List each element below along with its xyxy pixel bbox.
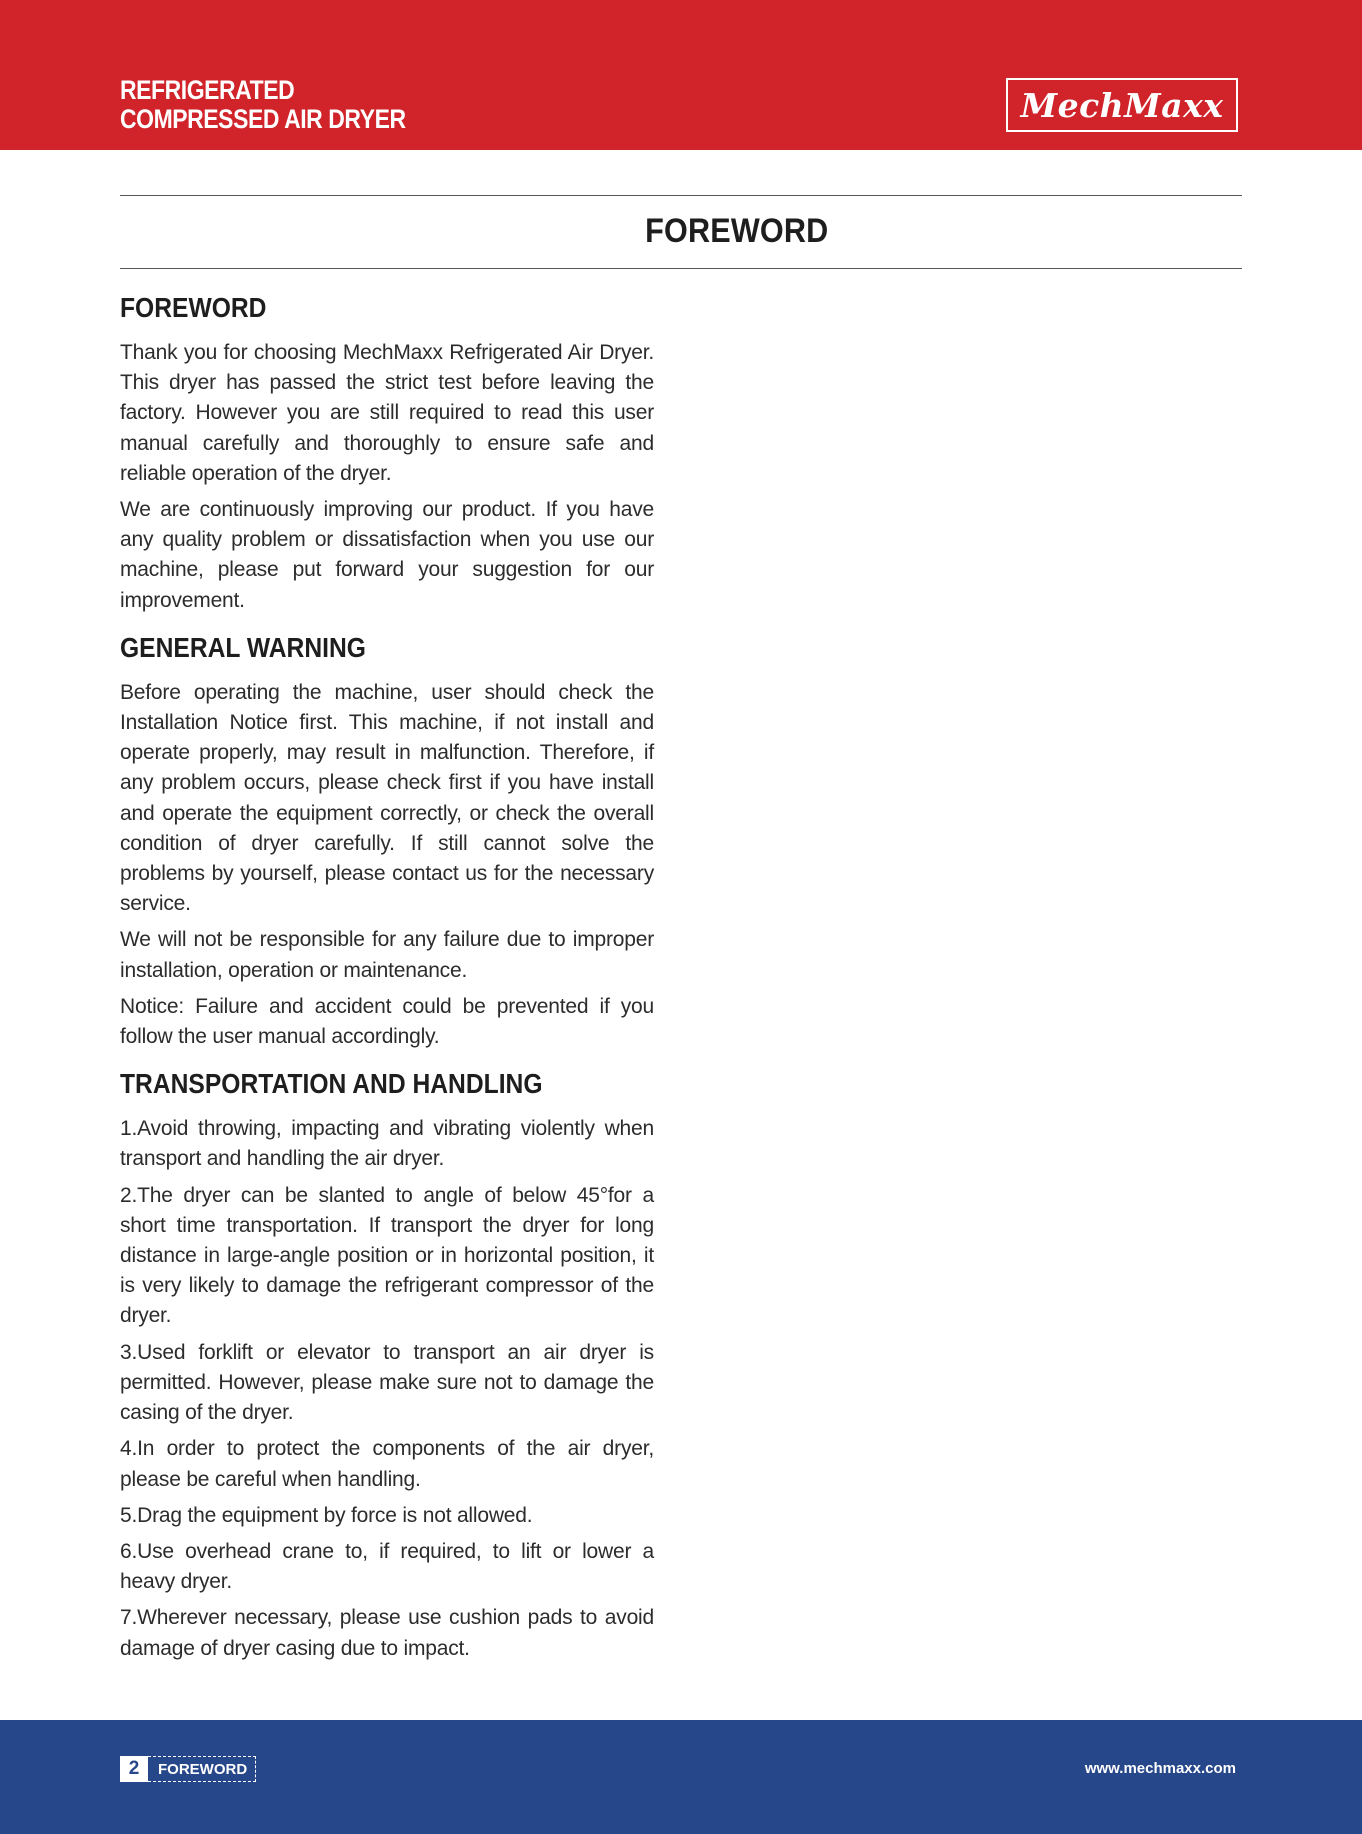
- page-section-label: FOREWORD: [148, 1756, 256, 1782]
- header-band: [0, 0, 1362, 150]
- section-heading-general-warning: GENERAL WARNING: [120, 631, 366, 663]
- content-column: [120, 290, 654, 1670]
- paragraph: Before operating the machine, user should check the Installation Notice first. This machine, if not install and operate properly, may result in malfunction. Therefore, if any problem occurs, please check first if you have install and operate the equipment correctly, or check the overall condition of dryer carefully. If still cannot solve the problems by yourself, please contact us for the necessary service.: [120, 680, 654, 916]
- section-heading-transportation: TRANSPORTATION AND HANDLING: [120, 1068, 543, 1100]
- list-item: 4.In order to protect the components of the air dryer, please be careful when handling.: [120, 1437, 654, 1491]
- list-item: 6.Use overhead crane to, if required, to lift or lower a heavy dryer.: [120, 1539, 654, 1594]
- list-item: 5.Drag the equipment by force is not allowed.: [120, 1503, 533, 1527]
- document-title: [120, 76, 406, 134]
- top-rule: [120, 195, 1242, 196]
- page-tag: [120, 1756, 256, 1782]
- bottom-rule: [120, 268, 1242, 269]
- list-item: 3.Used forklift or elevator to transport an air dryer is permitted. However, please make sure not to damage the casing of the dryer.: [120, 1340, 654, 1425]
- paragraph: We are continuously improving our product. If you have any quality problem or dissatisfaction when you use our machine, please put forward your suggestion for our improvement.: [120, 498, 654, 612]
- document-title-line-1: REFRIGERATED: [120, 75, 295, 105]
- list-item: 2.The dryer can be slanted to angle of below 45°for a short time transportation. If transport the dryer for long distance in large-angle position or in horizontal position, it is very likely to damage the refrigerant compressor of the dryer.: [120, 1183, 654, 1328]
- list-item: 1.Avoid throwing, impacting and vibrating violently when transport and handling the air dryer.: [120, 1117, 654, 1171]
- paragraph: We will not be responsible for any failure due to improper installation, operation or maintenance.: [120, 928, 654, 982]
- footer-band: [0, 1720, 1362, 1834]
- paragraph: Notice: Failure and accident could be prevented if you follow the user manual accordingly.: [120, 994, 654, 1049]
- list-item: 7.Wherever necessary, please use cushion pads to avoid damage of dryer casing due to impact.: [120, 1606, 654, 1660]
- brand-logo: MechMaxx: [1006, 78, 1238, 132]
- page-number: 2: [120, 1756, 148, 1782]
- section-heading-foreword: FOREWORD: [120, 292, 267, 323]
- paragraph: Thank you for choosing MechMaxx Refrigerated Air Dryer. This dryer has passed the strict test before leaving the factory. However you are still required to read this user manual carefully and thoroughly to ensure safe and reliable operation of the dryer.: [120, 341, 654, 485]
- document-title-line-2: COMPRESSED AIR DRYER: [120, 104, 406, 134]
- website-link[interactable]: www.mechmaxx.com: [1084, 1760, 1236, 1777]
- page-heading: FOREWORD: [645, 212, 829, 250]
